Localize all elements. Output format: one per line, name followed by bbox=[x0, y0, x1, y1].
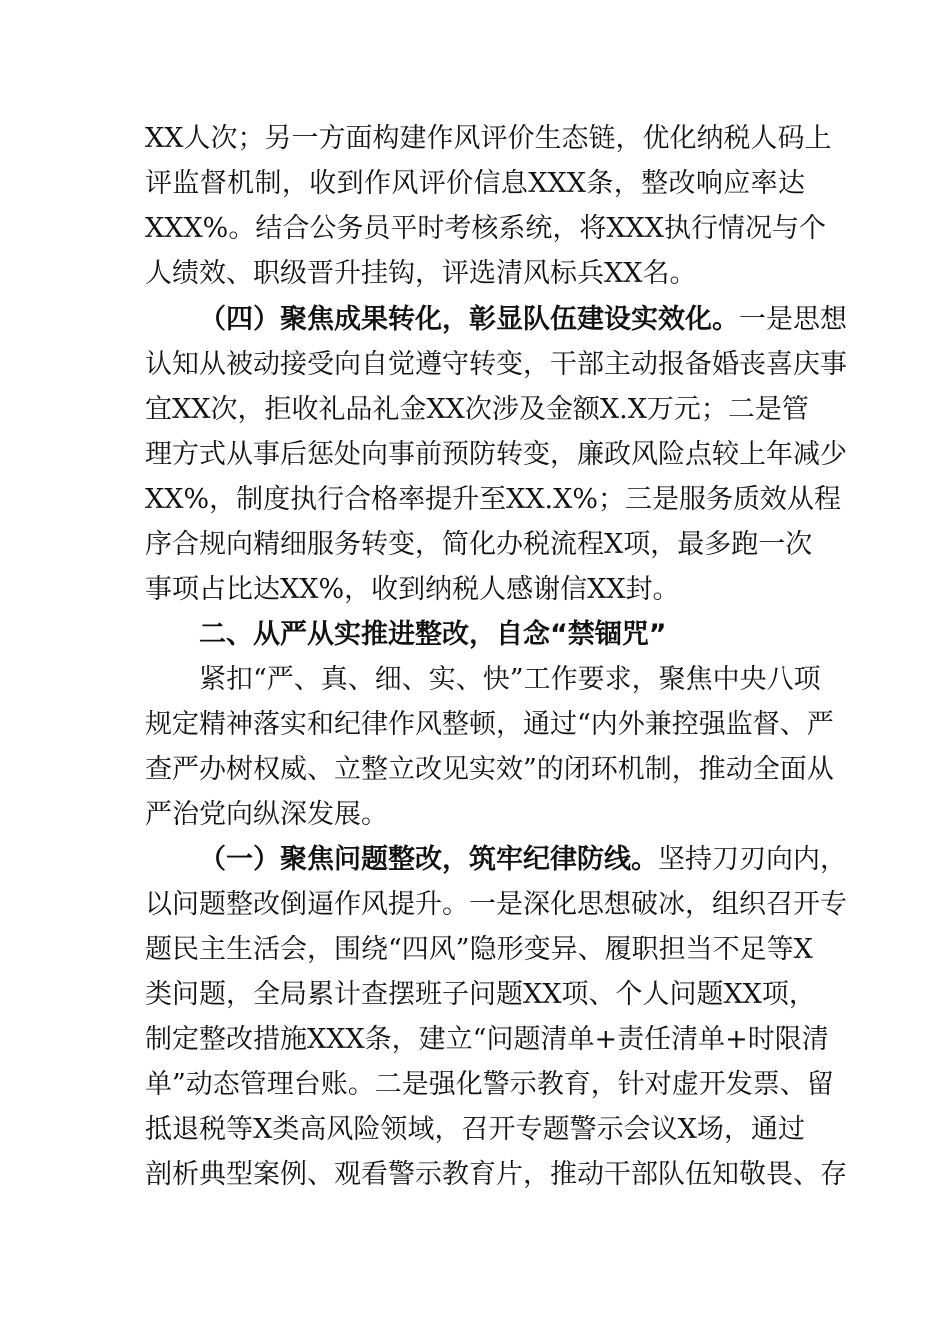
paragraph-line-lead bbox=[199, 838, 847, 882]
text-line: 查严办树权威、立整立改见实效”的闭环机制，推动全面从 bbox=[145, 754, 834, 785]
text-line: 评监督机制，收到作风评价信息XXX条，整改响应率达 bbox=[145, 168, 805, 199]
text-line: 类问题，全局累计查摆班子问题XX项、个人问题XX项， bbox=[145, 979, 816, 1010]
text-line: 题民主生活会，围绕“四风”隐形变异、履职担当不足等X bbox=[145, 934, 813, 965]
text-line: 抵退税等X类高风险领域，召开专题警示会议X场，通过 bbox=[145, 1114, 805, 1145]
text-fragment: 坚持刀刃向内， bbox=[658, 844, 847, 875]
text-line: XXX%。结合公务员平时考核系统，将XXX执行情况与个 bbox=[145, 213, 826, 244]
text-line: 紧扣“严、真、细、实、快”工作要求，聚焦中央八项 bbox=[199, 664, 821, 695]
text-line: 认知从被动接受向自觉遵守转变，干部主动报备婚丧喜庆事 bbox=[145, 349, 847, 380]
text-line: 制定整改措施XXX条，建立“问题清单+责任清单+时限清 bbox=[145, 1024, 829, 1055]
text-fragment: 一是思想 bbox=[739, 304, 847, 335]
section-heading: 二、从严从实推进整改，自念“禁锢咒” bbox=[199, 619, 667, 650]
text-line: 严治党向纵深发展。 bbox=[145, 799, 388, 830]
text-line: 理方式从事后惩处向事前预防转变，廉政风险点较上年减少 bbox=[145, 439, 847, 470]
text-line: 单”动态管理台账。二是强化警示教育，针对虚开发票、留 bbox=[145, 1069, 834, 1100]
subheading-four: （四）聚焦成果转化，彰显队伍建设实效化。 bbox=[199, 304, 739, 335]
text-line: XX%，制度执行合格率提升至XX.X%；三是服务质效从程 bbox=[145, 484, 842, 515]
text-line: 宜XX次，拒收礼品礼金XX次涉及金额X.X万元；二是管 bbox=[145, 394, 809, 425]
text-line: 规定精神落实和纪律作风整顿，通过“内外兼控强监督、严 bbox=[145, 709, 834, 740]
paragraph-line-lead bbox=[199, 298, 847, 342]
text-line: 事项占比达XX%，收到纳税人感谢信XX封。 bbox=[145, 574, 680, 605]
text-line: 以问题整改倒逼作风提升。一是深化思想破冰，组织召开专 bbox=[145, 889, 847, 920]
text-line: 人绩效、职级晋升挂钩，评选清风标兵XX名。 bbox=[145, 258, 697, 289]
text-line: 剖析典型案例、观看警示教育片，推动干部队伍知敬畏、存 bbox=[145, 1159, 847, 1190]
text-line: 序合规向精细服务转变，简化办税流程X项，最多跑一次 bbox=[145, 529, 813, 560]
subheading-one: （一）聚焦问题整改，筑牢纪律防线。 bbox=[199, 844, 658, 875]
text-line: XX人次；另一方面构建作风评价生态链，优化纳税人码上 bbox=[145, 123, 832, 154]
